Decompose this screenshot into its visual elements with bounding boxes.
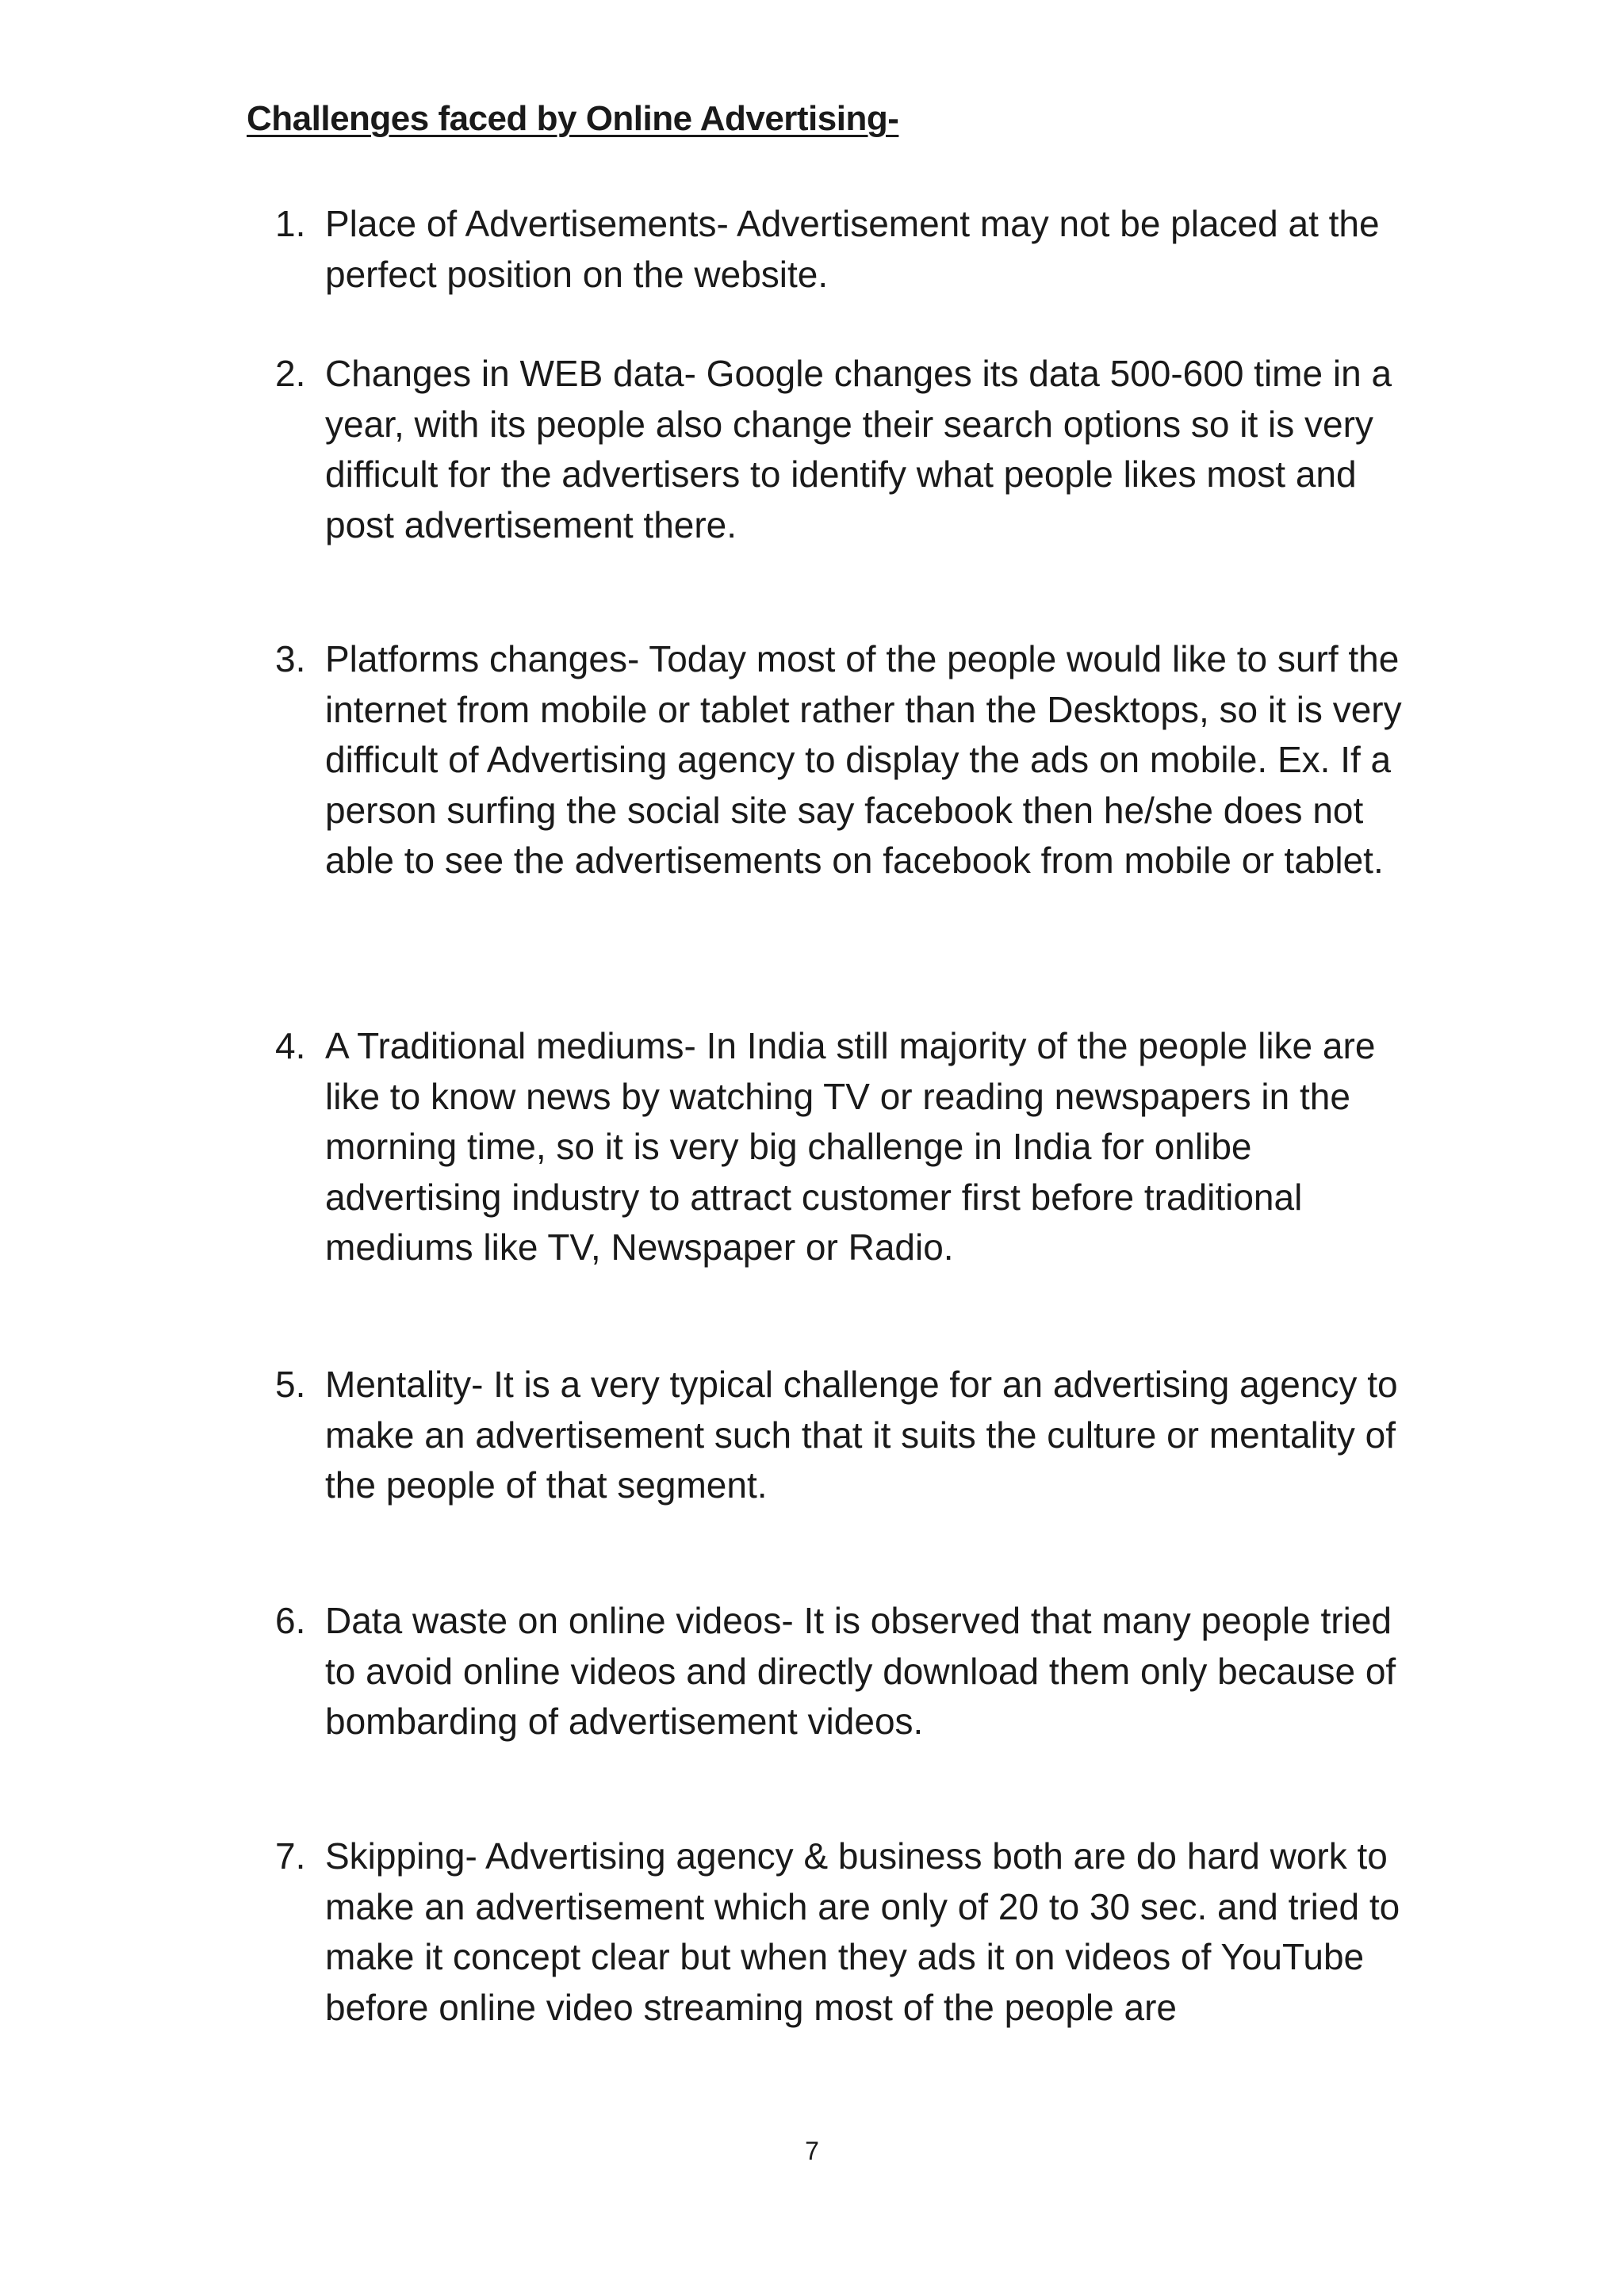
list-item-number: 5. xyxy=(275,1364,306,1405)
page-title: Challenges faced by Online Advertising- xyxy=(247,99,899,138)
list-item-4 xyxy=(275,1021,1409,1273)
list-item-3 xyxy=(275,634,1409,886)
page-number: 7 xyxy=(805,2137,819,2165)
list-item-text: Place of Advertisements- Advertisement may not be placed at the perfect position on the website. xyxy=(325,203,1380,295)
list-item-1 xyxy=(275,199,1409,300)
list-item-7 xyxy=(275,1831,1409,2033)
list-item-number: 6. xyxy=(275,1600,306,1641)
list-item-text: Skipping- Advertising agency & business both are do hard work to make an advertisement which are only of 20 to 30 sec. and tried to make it concept clear but when they ads it on videos of YouTube before online video streaming most of the people are xyxy=(325,1835,1400,2028)
list-item-6 xyxy=(275,1596,1409,1747)
list-item-number: 1. xyxy=(275,203,306,244)
list-item-text: Changes in WEB data- Google changes its data 500-600 time in a year, with its people also change their search options so it is very difficult for the advertisers to identify what people likes most and post advertisement there. xyxy=(325,353,1392,545)
list-item-text: Mentality- It is a very typical challenge for an advertising agency to make an advertisement such that it suits the culture or mentality of the people of that segment. xyxy=(325,1364,1398,1506)
list-item-number: 7. xyxy=(275,1835,306,1877)
list-item-2 xyxy=(275,349,1409,550)
list-item-text: A Traditional mediums- In India still majority of the people like are like to know news by watching TV or reading newspapers in the morning time, so it is very big challenge in India for onlibe advertising industry to attract customer first before traditional mediums like TV, Newspaper or Radio. xyxy=(325,1025,1376,1268)
list-item-text: Data waste on online videos- It is observed that many people tried to avoid online videos and directly download them only because of bombarding of advertisement videos. xyxy=(325,1600,1396,1742)
list-item-number: 2. xyxy=(275,353,306,394)
list-item-number: 3. xyxy=(275,638,306,679)
list-item-5 xyxy=(275,1360,1409,1511)
list-item-text: Platforms changes- Today most of the people would like to surf the internet from mobile or tablet rather than the Desktops, so it is very difficult of Advertising agency to display the ads on mobile. Ex. If a person surfing the social site say facebook then he/she does not able to see the advertisements on facebook from mobile or tablet. xyxy=(325,638,1402,881)
list-item-number: 4. xyxy=(275,1025,306,1066)
